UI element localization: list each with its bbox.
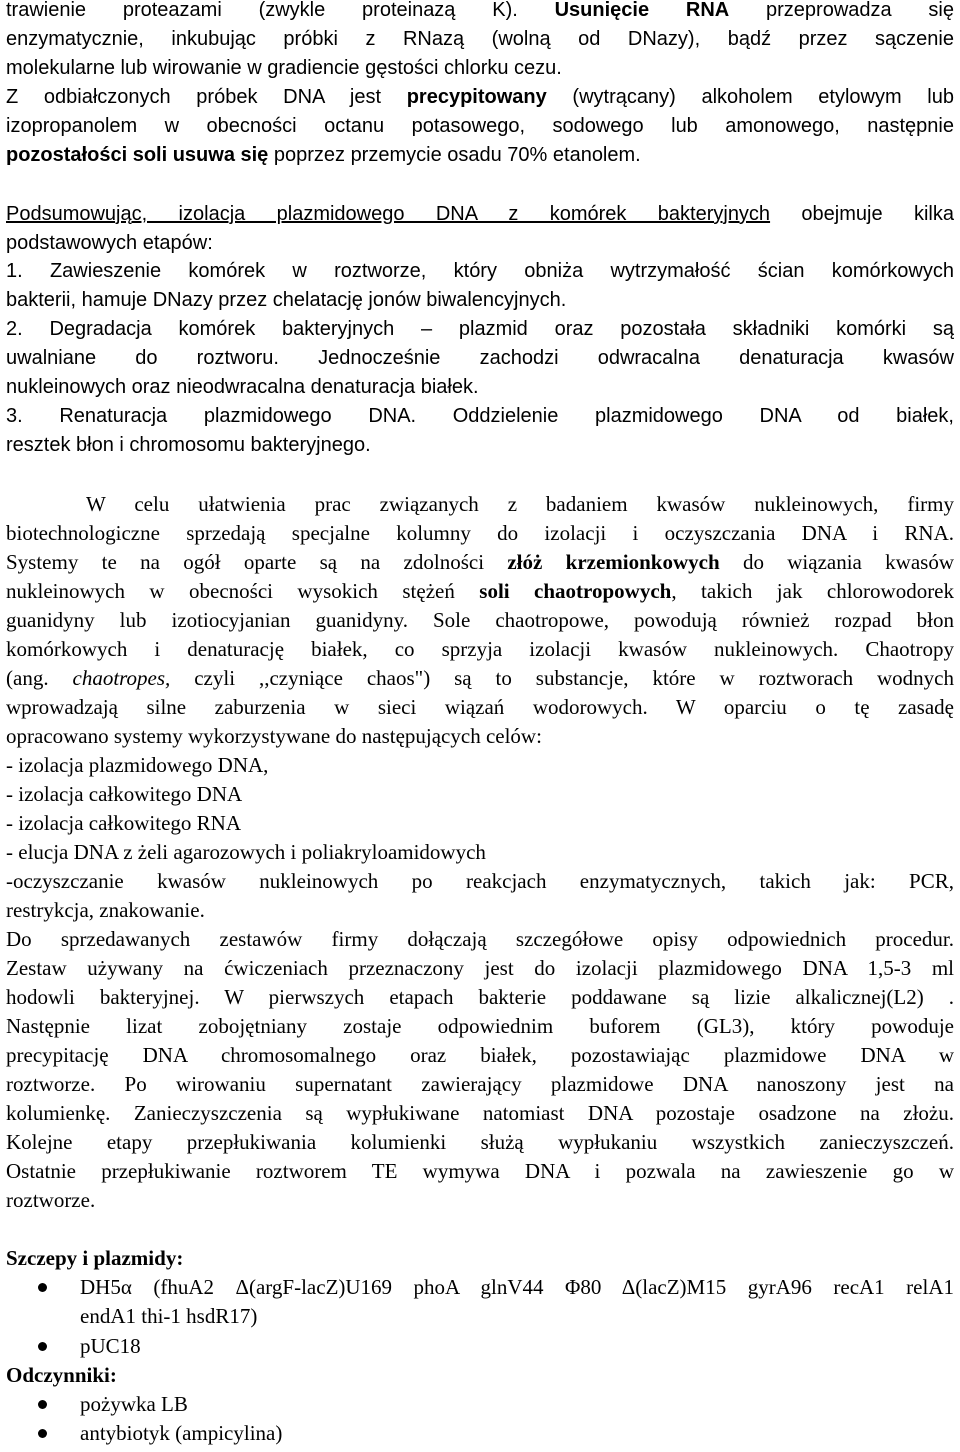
step-2-line: 2. Degradacja komórek bakteryjnych – plazmid oraz pozostała składniki komórki są [6,318,954,340]
step-2-line: nukleinowych oraz nieodwracalna denaturacja białek. [6,376,479,398]
text-line: podstawowych etapów: [6,232,213,254]
text-line: Kolejne etapy przepłukiwania kolumienki służą wypłukaniu wszystkich zanieczyszczeń. [6,1130,954,1154]
strain-item: endA1 thi-1 hsdR17) [80,1304,258,1328]
text-line: wprowadzają silne zaburzenia w sieci wiązań wodorowych. W oparciu o tę zasadę [6,695,954,719]
list-item: - izolacja plazmidowego DNA, [6,753,269,777]
list-item: - elucja DNA z żeli agarozowych i poliakryloamidowych [6,840,486,864]
bullet-icon [38,1342,47,1351]
text-line: nukleinowych w obecności wysokich stężeń soli chaotropowych, takich jak chlorowodorek [6,579,955,603]
text-line: roztworze. Po wirowaniu supernatant zawierający plazmidowe DNA nanoszony jest na [6,1072,954,1096]
text-line: Następnie lizat zobojętniany zostaje odpowiednim buforem (GL3), który powoduje [6,1014,954,1038]
text-line: trawienie proteazami (zwykle proteinazą K). Usunięcie RNA przeprowadza się [6,0,954,21]
bullet-icon [38,1429,47,1438]
step-1-line: 1. Zawieszenie komórek w roztworze, który obniża wytrzymałość ścian komórkowych [6,260,954,282]
step-1-line: bakterii, hamuje DNazy przez chelatację jonów biwalencyjnych. [6,289,567,311]
strain-item: DH5α (fhuA2 Δ(argF-lacZ)U169 phoA glnV44 Φ80 Δ(lacZ)M15 gyrA96 recA1 relA1 [80,1275,954,1299]
summary-heading: Podsumowując, izolacja plazmidowego DNA z komórek bakteryjnych [6,203,771,225]
text-line: Do sprzedawanych zestawów firmy dołączają szczegółowe opisy odpowiednich procedur. [6,927,954,951]
text-line: Zestaw używany na ćwiczeniach przeznaczony jest do izolacji plazmidowego DNA 1,5-3 ml [6,956,954,980]
strains-heading: Szczepy i plazmidy: [6,1246,184,1270]
text-line: izopropanolem w obecności octanu potasowego, sodowego lub amonowego, następnie [6,115,954,137]
text-line: kolumienkę. Zanieczyszczenia są wypłukiwane natomiast DNA pozostaje osadzone na złożu. [6,1101,954,1125]
step-2-line: uwalniane do roztworu. Jednocześnie zachodzi odwracalna denaturacja kwasów [6,347,954,369]
text-line: Ostatnie przepłukiwanie roztworem TE wymywa DNA i pozwala na zawieszenie go w [6,1159,954,1183]
text-line: enzymatycznie, inkubując próbki z RNazą (wolną od DNazy), bądź przez sączenie [6,28,954,50]
bullet-icon [38,1400,47,1409]
reagent-item: pożywka LB [80,1392,188,1416]
reagents-heading: Odczynniki: [6,1363,117,1387]
bullet-icon [38,1283,47,1292]
text-line: W celu ułatwienia prac związanych z badaniem kwasów nukleinowych, firmy [86,492,954,516]
text-line: (ang. chaotropes, czyli ,,czyniące chaos") są to substancje, które w roztworach wodnych [6,666,954,690]
text-line: roztworze. [6,1188,96,1212]
text-line: Systemy te na ogół oparte są na zdolności złóż krzemionkowych do wiązania kwasów [6,550,954,574]
list-item: restrykcja, znakowanie. [6,898,205,922]
text-line: Podsumowując, izolacja plazmidowego DNA z komórek bakteryjnych obejmuje kilka [6,203,954,225]
text-line: molekularne lub wirowanie w gradiencie gęstości chlorku cezu. [6,57,562,79]
text-line: precypitację DNA chromosomalnego oraz białek, pozostawiając plazmidowe DNA w [6,1043,954,1067]
step-3-line: resztek błon i chromosomu bakteryjnego. [6,434,371,456]
text-line: biotechnologiczne sprzedają specjalne kolumny do izolacji i oczyszczania DNA i RNA. [6,521,954,545]
step-3-line: 3. Renaturacja plazmidowego DNA. Oddzielenie plazmidowego DNA od białek, [6,405,954,427]
reagent-item: antybiotyk (ampicylina) [80,1421,283,1445]
list-item: -oczyszczanie kwasów nukleinowych po reakcjach enzymatycznych, takich jak: PCR, [6,869,954,893]
text-line: guanidyny lub izotiocyjanian guanidyny. Sole chaotropowe, powodują również rozpad błon [6,608,954,632]
text-line: komórkowych i denaturację białek, co sprzyja izolacji kwasów nukleinowych. Chaotropy [6,637,954,661]
plasmid-item: pUC18 [80,1334,141,1358]
text-line: hodowli bakteryjnej. W pierwszych etapach bakterie poddawane są lizie alkalicznej(L2) . [6,985,954,1009]
text-line: opracowano systemy wykorzystywane do następujących celów: [6,724,542,748]
list-item: - izolacja całkowitego DNA [6,782,243,806]
text-line: Z odbiałczonych próbek DNA jest precypitowany (wytrącany) alkoholem etylowym lub [6,86,954,108]
list-item: - izolacja całkowitego RNA [6,811,241,835]
text-line: pozostałości soli usuwa się poprzez przemycie osadu 70% etanolem. [6,144,641,166]
